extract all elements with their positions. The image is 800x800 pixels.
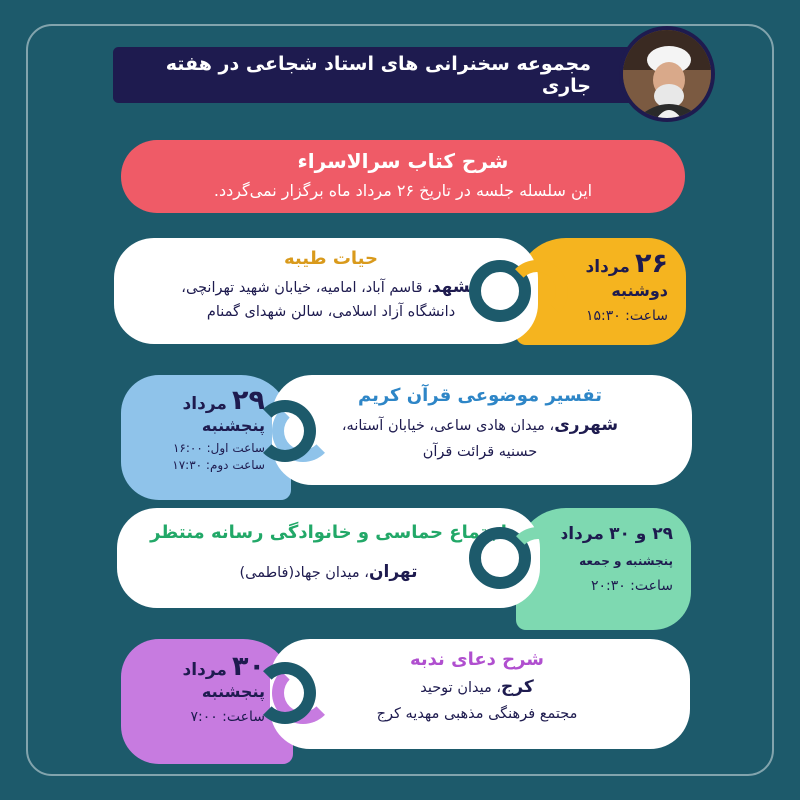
event-2-address: [292, 412, 668, 465]
event-3-address: [147, 559, 510, 586]
event-3-link-ring-2: [507, 527, 569, 589]
event-2-time-1: ساعت اول: ۱۶:۰۰: [172, 441, 265, 455]
event-1-city: مشهد: [431, 277, 481, 297]
event-4-title: شرح دعای ندبه: [409, 649, 545, 670]
event-1-title: حیات طیبه: [284, 248, 378, 269]
event-2-city: شهرری: [554, 415, 619, 435]
event-2-address-line2: حسنیه قرائت قرآن: [422, 444, 538, 460]
event-4-city: کرج: [501, 677, 534, 697]
announcement-banner: [121, 140, 685, 213]
event-4-date-month: مرداد: [182, 660, 227, 680]
event-2-date-month: مرداد: [182, 394, 227, 414]
event-2-title: تفسیر موضوعی قرآن کریم: [357, 385, 603, 406]
event-1-address: [154, 275, 508, 324]
event-1-address-line2: دانشگاه آزاد اسلامی، سالن شهدای گمنام: [206, 304, 456, 320]
event-1-day: دوشنبه: [611, 281, 668, 300]
event-3-day: پنجشنبه و جمعه: [579, 554, 673, 568]
event-2-link-ring-2: [254, 400, 316, 462]
event-3-date-number: ۲۹ و ۳۰: [609, 524, 673, 544]
event-1-date-month: مرداد: [585, 257, 630, 277]
event-2-date-number: ۲۹: [232, 385, 265, 416]
event-4-date-number: ۳۰: [232, 651, 265, 682]
event-2-time-2: ساعت دوم: ۱۷:۳۰: [172, 458, 265, 472]
event-4-day: پنجشنبه: [201, 682, 265, 701]
event-4-address-line2: مجتمع فرهنگی مذهبی مهدیه کرج: [376, 706, 578, 722]
event-4-link-ring-2: [254, 662, 316, 724]
event-2-card: [272, 375, 692, 485]
event-2-address-line1: ، میدان هادی ساعی، خیابان آستانه،: [341, 418, 555, 434]
speaker-portrait-icon: [623, 30, 711, 118]
event-3-time: ساعت: ۲۰:۳۰: [590, 578, 673, 594]
event-1-time: ساعت: ۱۵:۳۰: [585, 308, 668, 324]
event-3-title: اجتماع حماسی و خانوادگی رسانه منتظر: [150, 522, 507, 543]
event-2-day: پنجشنبه: [201, 416, 265, 435]
event-4-address-line1: ، میدان توحید: [420, 680, 502, 696]
event-1-address-line1: ، قاسم آباد، امامیه، خیابان شهید تهرانچی،: [181, 280, 432, 296]
event-3-address-line1: ، میدان جهاد(فاطمی): [239, 565, 369, 581]
banner-text: این سلسله جلسه در تاریخ ۲۶ مرداد ماه برگزار نمی‌گردد.: [213, 181, 593, 200]
event-1-date-number: ۲۶: [635, 248, 668, 279]
header-title: مجموعه سخنرانی های استاد شجاعی در هفته جاری: [165, 53, 591, 97]
event-4-address: [290, 674, 664, 727]
event-4-time: ساعت: ۷:۰۰: [190, 709, 265, 725]
event-1-link-ring-2: [506, 260, 568, 322]
header-bar: [113, 47, 673, 103]
speaker-avatar: [619, 26, 715, 122]
banner-title: شرح کتاب سرالاسراء: [297, 149, 509, 173]
event-3-city: تهران: [369, 562, 418, 582]
event-3-date-month: مرداد: [559, 524, 604, 544]
